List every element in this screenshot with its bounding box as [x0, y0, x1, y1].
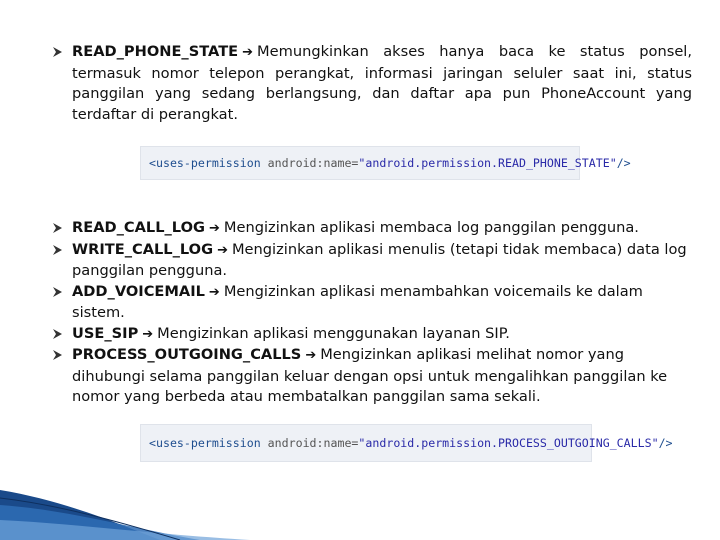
arrowhead-bullet-icon — [52, 349, 63, 361]
permission-term: USE_SIP — [72, 324, 139, 342]
permission-description: Mengizinkan aplikasi menulis (tetapi tidak membaca) data log panggilan pengguna. — [72, 240, 687, 279]
permission-term: WRITE_CALL_LOG — [72, 240, 214, 258]
permission-term: READ_CALL_LOG — [72, 219, 205, 236]
permission-term: READ_PHONE_STATE — [72, 43, 239, 60]
right-arrow-icon: ➔ — [208, 284, 220, 300]
arrowhead-bullet-icon — [52, 244, 63, 256]
permission-term: ADD_VOICEMAIL — [72, 282, 205, 300]
arrowhead-bullet-icon — [52, 46, 63, 58]
code-close: /> — [616, 156, 631, 170]
arrowhead-bullet-icon — [52, 222, 63, 234]
bullet-list-top — [52, 42, 692, 125]
permission-description: Mengizinkan aplikasi menggunakan layanan SIP. — [157, 324, 510, 342]
code-tag: <uses-permission — [149, 156, 261, 170]
code-close: /> — [658, 436, 673, 450]
permission-term: PROCESS_OUTGOING_CALLS — [72, 346, 302, 363]
list-item — [52, 345, 692, 408]
right-arrow-icon: ➔ — [142, 326, 154, 342]
right-arrow-icon: ➔ — [208, 221, 220, 236]
permission-description: Memungkinkan akses hanya baca ke status ponsel, termasuk nomor telepon perangkat, informasi jaringan seluler saat ini, status panggilan yang sedang berlangsung, dan daftar apa pun PhoneAccount yang terdaftar di perangkat. — [72, 43, 692, 123]
list-item — [52, 42, 692, 125]
decorative-corner-wave — [0, 450, 260, 540]
list-item — [52, 240, 692, 282]
code-attribute: android:name= — [260, 436, 359, 450]
right-arrow-icon: ➔ — [305, 348, 317, 363]
code-snippet-read-phone-state — [140, 146, 631, 180]
permission-description: Mengizinkan aplikasi melihat nomor yang dihubungi selama panggilan keluar dengan opsi untuk mengalihkan panggilan ke nomor yang berbeda atau membatalkan panggilan sama sekali. — [72, 346, 668, 405]
arrowhead-bullet-icon — [52, 328, 63, 340]
arrowhead-bullet-icon — [52, 286, 63, 298]
list-item — [52, 218, 692, 240]
list-item — [52, 324, 692, 346]
code-attribute: android:name= — [260, 156, 359, 170]
permission-description: Mengizinkan aplikasi menambahkan voicemails ke dalam sistem. — [72, 282, 643, 321]
list-item — [52, 282, 692, 324]
code-value: "android.permission.READ_PHONE_STATE" — [358, 156, 617, 170]
code-value: "android.permission.PROCESS_OUTGOING_CALLS" — [358, 436, 659, 450]
bullet-list — [52, 218, 692, 408]
permission-description: Mengizinkan aplikasi membaca log panggilan pengguna. — [223, 219, 639, 236]
right-arrow-icon: ➔ — [217, 242, 228, 258]
code-tag: <uses-permission — [149, 436, 261, 450]
right-arrow-icon: ➔ — [242, 45, 254, 60]
